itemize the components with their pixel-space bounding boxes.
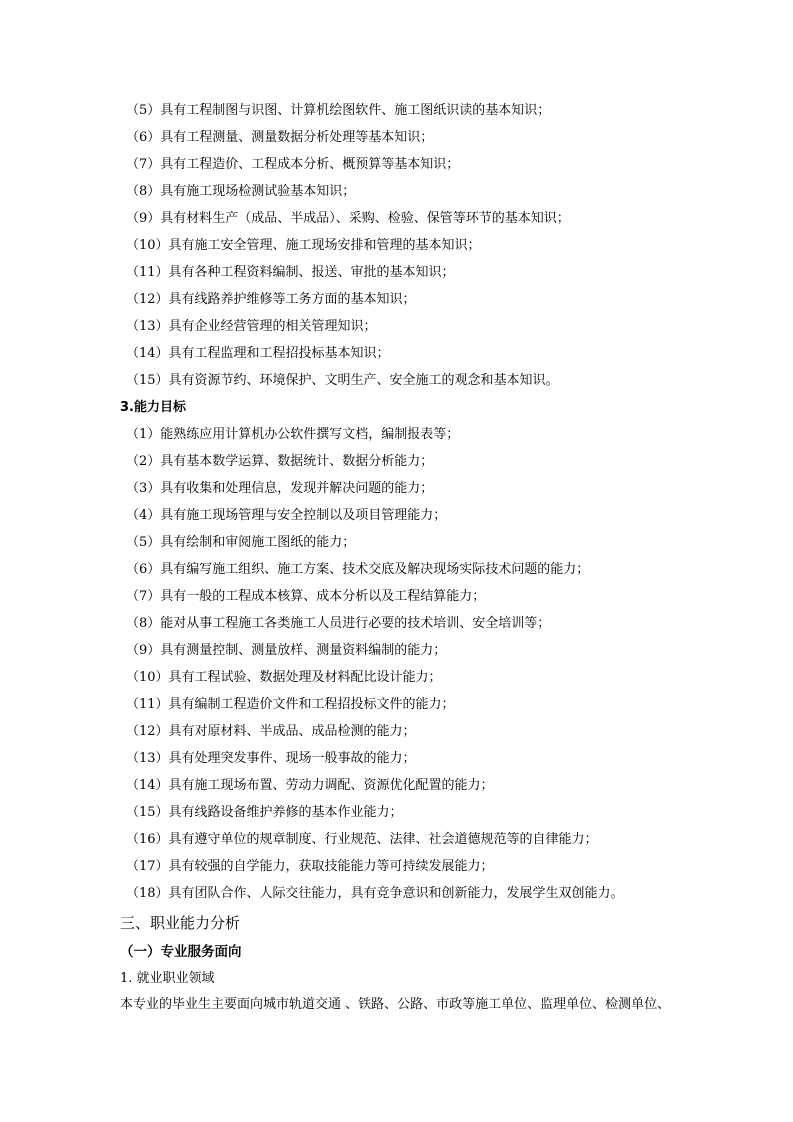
knowledge-item: （15）具有资源节约、环境保护、文明生产、安全施工的观念和基本知识。 <box>126 373 559 388</box>
body-paragraph: 本专业的毕业生主要面向城市轨道交通 、铁路、公路、市政等施工单位、监理单位、检测单位、 <box>120 997 671 1012</box>
knowledge-item: （11）具有各种工程资料编制、报送、审批的基本知识； <box>126 265 455 280</box>
ability-item: （8）能对从事工程施工各类施工人员进行必要的技术培训、安全培训等； <box>126 616 551 631</box>
knowledge-item: （13）具有企业经营管理的相关管理知识； <box>126 319 377 334</box>
knowledge-item: （14）具有工程监理和工程招投标基本知识； <box>126 346 390 361</box>
ability-item: （2）具有基本数学运算、数据统计、数据分析能力； <box>126 454 434 469</box>
ability-item: （6）具有编写施工组织、施工方案、技术交底及解决现场实际技术问题的能力； <box>126 562 590 577</box>
knowledge-item: （7）具有工程造价、工程成本分析、概预算等基本知识； <box>126 157 460 172</box>
knowledge-item: （8）具有施工现场检测试验基本知识； <box>126 184 356 199</box>
knowledge-item: （10）具有施工安全管理、施工现场安排和管理的基本知识； <box>126 238 481 253</box>
ability-item: （13）具有处理突发事件、现场一般事故的能力； <box>126 751 416 766</box>
ability-item: （12）具有对原材料、半成品、成品检测的能力； <box>126 724 416 739</box>
ability-item: （7）具有一般的工程成本核算、成本分析以及工程结算能力； <box>126 589 486 604</box>
ability-item: （10）具有工程试验、数据处理及材料配比设计能力； <box>126 670 442 685</box>
ability-item: （15）具有线路设备维护养修的基本作业能力； <box>126 805 403 820</box>
ability-heading: 3.能力目标 <box>120 400 186 415</box>
knowledge-item: （9）具有材料生产（成品、半成品）、采购、检验、保管等环节的基本知识； <box>126 211 570 226</box>
ability-item: （4）具有施工现场管理与安全控制以及项目管理能力； <box>126 508 447 523</box>
knowledge-item: （5）具有工程制图与识图、计算机绘图软件、施工图纸识读的基本知识； <box>126 103 551 118</box>
ability-item: （3）具有收集和处理信息，发现并解决问题的能力； <box>126 481 434 496</box>
ability-item: （14）具有施工现场布置、劳动力调配、资源优化配置的能力； <box>126 778 494 793</box>
subsection-heading: （一）专业服务面向 <box>120 944 242 960</box>
knowledge-item: （6）具有工程测量、测量数据分析处理等基本知识； <box>126 130 434 145</box>
section-heading: 三、职业能力分析 <box>120 914 241 932</box>
ability-item: （16）具有遵守单位的规章制度、行业规范、法律、社会道德规范等的自律能力； <box>126 832 598 847</box>
ability-item: （18）具有团队合作、人际交往能力，具有竞争意识和创新能力，发展学生双创能力。 <box>126 886 624 901</box>
ability-item: （17）具有较强的自学能力，获取技能能力等可持续发展能力； <box>126 859 494 874</box>
employment-field-heading: 1. 就业职业领域 <box>120 971 215 986</box>
knowledge-item: （12）具有线路养护维修等工务方面的基本知识； <box>126 292 416 307</box>
ability-item: （11）具有编制工程造价文件和工程招投标文件的能力； <box>126 697 455 712</box>
ability-item: （5）具有绘制和审阅施工图纸的能力； <box>126 535 356 550</box>
ability-item: （1）能熟练应用计算机办公软件撰写文档，编制报表等； <box>126 427 460 442</box>
ability-item: （9）具有测量控制、测量放样、测量资料编制的能力； <box>126 643 447 658</box>
